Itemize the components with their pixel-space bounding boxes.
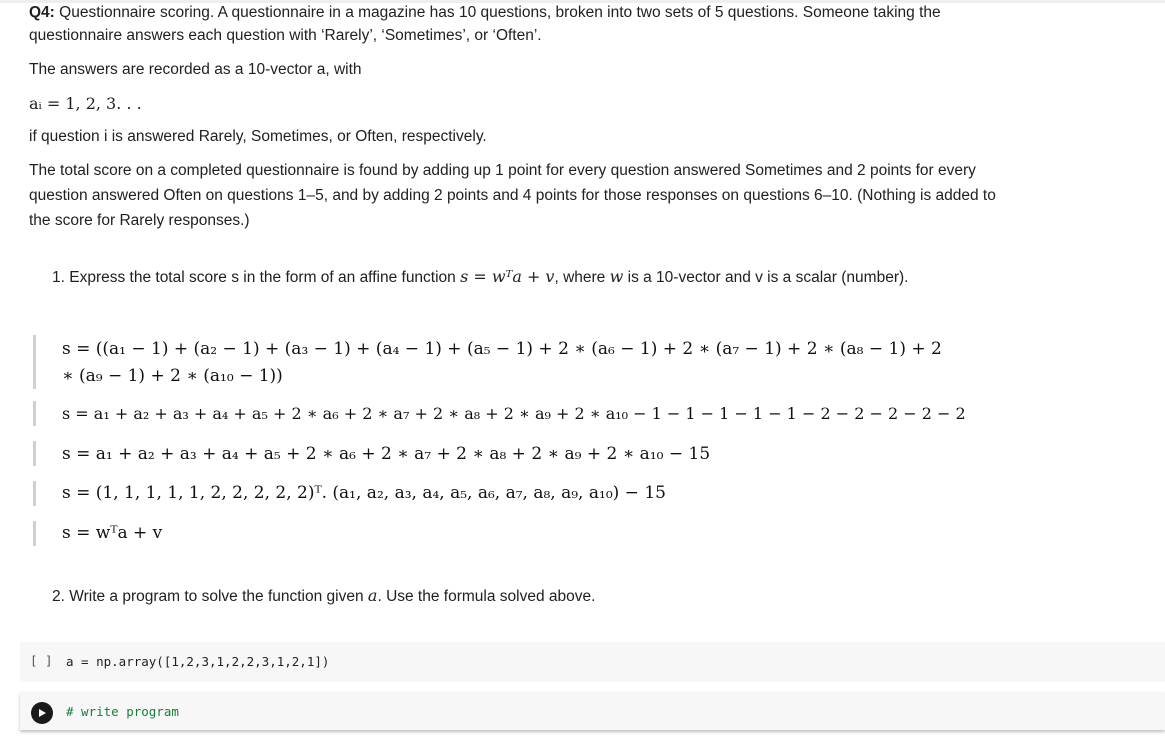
cell-run-bracket[interactable]: [ ]: [30, 653, 53, 668]
answers-recorded-text: The answers are recorded as a 10-vector a, with: [29, 61, 362, 78]
run-cell-button[interactable]: [31, 702, 53, 724]
ai-formula: aᵢ = 1, 2, 3. . .: [29, 94, 142, 113]
quote-bar-4: [33, 481, 36, 506]
equation-2: s = a₁ + a₂ + a₃ + a₄ + a₅ + 2 ∗ a₆ + 2 ∗ a₇ + 2 ∗ a₈ + 2 ∗ a₉ + 2 ∗ a₁₀ − 1 − 1 − 1 − 1 − 1 − 2 − 2 − 2 − 2 − 2: [62, 404, 966, 423]
affine-formula: s = wᵀa + v: [460, 267, 555, 286]
question-title: Q4: Questionnaire scoring. A questionnaire in a magazine has 10 questions, broken into two sets of 5 questions. Someone taking the: [29, 4, 941, 21]
quote-bar-5: [33, 521, 36, 546]
quote-bar-3: [33, 441, 36, 466]
quote-bar-1: [33, 335, 36, 389]
equation-1a: s = ((a₁ − 1) + (a₂ − 1) + (a₃ − 1) + (a₄ − 1) + (a₅ − 1) + 2 ∗ (a₆ − 1) + 2 ∗ (a₇ − 1) + 2 ∗ (a₈ − 1) + 2: [62, 339, 942, 359]
equation-5: s = wᵀa + v: [62, 523, 163, 543]
total-score-line3: the score for Rarely responses.): [29, 212, 250, 229]
if-question-text: if question i is answered Rarely, Sometimes, or Often, respectively.: [29, 128, 487, 145]
part1-instruction: 1. Express the total score s in the form of an affine function s = wᵀa + v, where w is a 10-vector and v is a scalar (number).: [52, 267, 909, 286]
equation-1b: ∗ (a₉ − 1) + 2 ∗ (a₁₀ − 1)): [62, 366, 283, 386]
part2-instruction: 2. Write a program to solve the function given a. Use the formula solved above.: [52, 586, 596, 605]
code-cell-2-editor[interactable]: # write program: [66, 704, 179, 719]
code-cell-1-editor[interactable]: a = np.array([1,2,3,1,2,2,3,1,2,1]): [66, 654, 330, 669]
question-title-line2: questionnaire answers each question with ‘Rarely’, ‘Sometimes’, or ‘Often’.: [29, 27, 542, 44]
total-score-line2: question answered Often on questions 1–5, and by adding 2 points and 4 points for those responses on questions 6–10. (Nothing is added to: [29, 187, 996, 204]
play-icon: [37, 708, 47, 718]
equation-4: s = (1, 1, 1, 1, 1, 2, 2, 2, 2, 2)ᵀ. (a₁, a₂, a₃, a₄, a₅, a₆, a₇, a₈, a₉, a₁₀) − 15: [62, 483, 666, 503]
code-cell-2[interactable]: [20, 692, 1165, 730]
equation-3: s = a₁ + a₂ + a₃ + a₄ + a₅ + 2 ∗ a₆ + 2 ∗ a₇ + 2 ∗ a₈ + 2 ∗ a₉ + 2 ∗ a₁₀ − 15: [62, 444, 711, 464]
quote-bar-2: [33, 401, 36, 426]
total-score-line1: The total score on a completed questionnaire is found by adding up 1 point for every question answered Sometimes and 2 points for every: [29, 162, 976, 179]
